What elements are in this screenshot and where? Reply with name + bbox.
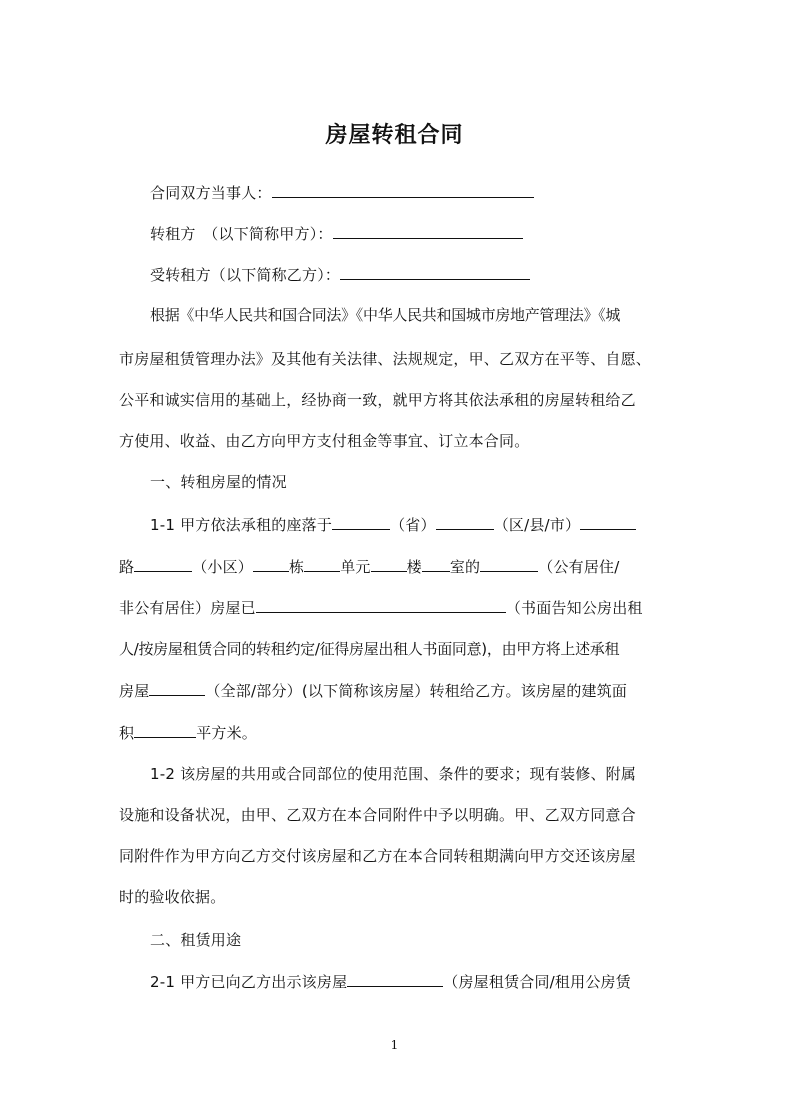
clause-1-2-line-2: 设施和设备状况，由甲、乙双方在本合同附件中予以明确。甲、乙双方同意合 (119, 806, 636, 824)
sublessee-blank (340, 264, 530, 280)
clause-1-1-text-i: 室的 (449, 558, 481, 576)
section1-heading: 一、转租房屋的情况 (150, 473, 287, 491)
clause-1-2-line-1: 1-2 该房屋的共用或合同部位的使用范围、条件的要求；现有装修、附属 (150, 765, 637, 783)
clause-1-1-text-j: （公有居住/ (538, 558, 620, 576)
sublessee-line (150, 264, 680, 285)
sublessor-line (150, 223, 680, 244)
clause-1-1-text-e: （小区） (192, 558, 254, 576)
clause-1-1-text-o: （全部/部分）(以下简称该房屋）转租给乙方。该房屋的建筑面 (205, 682, 628, 700)
clause-1-2-line-3: 同附件作为甲方向乙方交付该房屋和乙方在本合同转租期满向甲方交还该房屋 (119, 847, 636, 865)
preamble-line-1: 根据《中华人民共和国合同法》《中华人民共和国城市房地产管理法》《城 (150, 306, 621, 324)
preamble-line-4: 方使用、收益、由乙方向甲方支付租金等事宜、订立本合同。 (119, 432, 530, 450)
clause-1-1-line-6 (119, 722, 679, 743)
clause-1-1-line-3 (119, 597, 679, 618)
clause-1-1-text-q: 平方米。 (196, 724, 258, 742)
document-title: 房屋转租合同 (325, 122, 464, 148)
road-name-blank (134, 556, 192, 572)
clause-1-1-line-4: 人/按房屋租赁合同的转租约定/征得房屋出租人书面同意)，由甲方将上述承租 (119, 640, 620, 658)
unit-blank (304, 556, 340, 572)
clause-2-1-text-a: 2-1 甲方已向乙方出示该房屋 (150, 973, 348, 991)
province-blank (332, 514, 390, 530)
clause-1-1-text-k: 非公有居住）房屋已 (119, 599, 256, 617)
housing-type-blank (480, 556, 538, 572)
building-blank (253, 556, 289, 572)
clause-2-1-text-b: （房屋租赁合同/租用公房赁 (443, 973, 631, 991)
clause-1-1-text-d: 路 (119, 558, 135, 576)
section2-heading: 二、租赁用途 (150, 931, 242, 949)
page-number: 1 (390, 1038, 399, 1052)
clause-1-1-text-b: （省） (390, 516, 436, 534)
clause-1-2-line-4: 时的验收依据。 (119, 888, 226, 906)
sublessor-blank (333, 223, 523, 239)
parties-blank (272, 182, 534, 198)
clause-1-1-text-c: （区/县/市） (493, 516, 581, 534)
clause-1-1-text-p: 积 (119, 724, 135, 742)
scope-blank (149, 680, 205, 696)
clause-1-1-line-5 (119, 680, 679, 701)
clause-1-1-text-n: 房屋 (119, 682, 150, 700)
road-blank (580, 514, 636, 530)
clause-1-1-text-f: 栋 (289, 558, 305, 576)
preamble-line-3: 公平和诚实信用的基础上，经协商一致，就甲方将其依法承租的房屋转租给乙 (119, 391, 636, 409)
parties-line (150, 182, 680, 203)
parties-label: 合同双方当事人： (150, 184, 272, 202)
clause-1-1-text-a: 1-1 甲方依法承租的座落于 (150, 516, 333, 534)
clause-1-1-text-l: （书面告知公房出租 (505, 599, 643, 617)
clause-1-1-text-g: 单元 (340, 558, 371, 576)
preamble-line-2: 市房屋租赁管理办法》及其他有关法律、法规规定，甲、乙双方在平等、自愿、 (119, 350, 652, 368)
clause-2-1-line-1 (150, 971, 680, 992)
lease-doc-blank (347, 971, 443, 987)
clause-1-1-line-1 (150, 514, 680, 535)
consent-blank (256, 597, 506, 613)
sublessee-label: 受转租方（以下简称乙方）： (150, 266, 341, 284)
district-blank (436, 514, 494, 530)
floor-blank (371, 556, 407, 572)
clause-1-1-text-h: 楼 (406, 558, 422, 576)
clause-1-1-line-2 (119, 556, 679, 577)
sublessor-label: 转租方 （以下简称甲方）： (150, 225, 333, 243)
area-blank (134, 722, 196, 738)
room-blank (422, 556, 450, 572)
